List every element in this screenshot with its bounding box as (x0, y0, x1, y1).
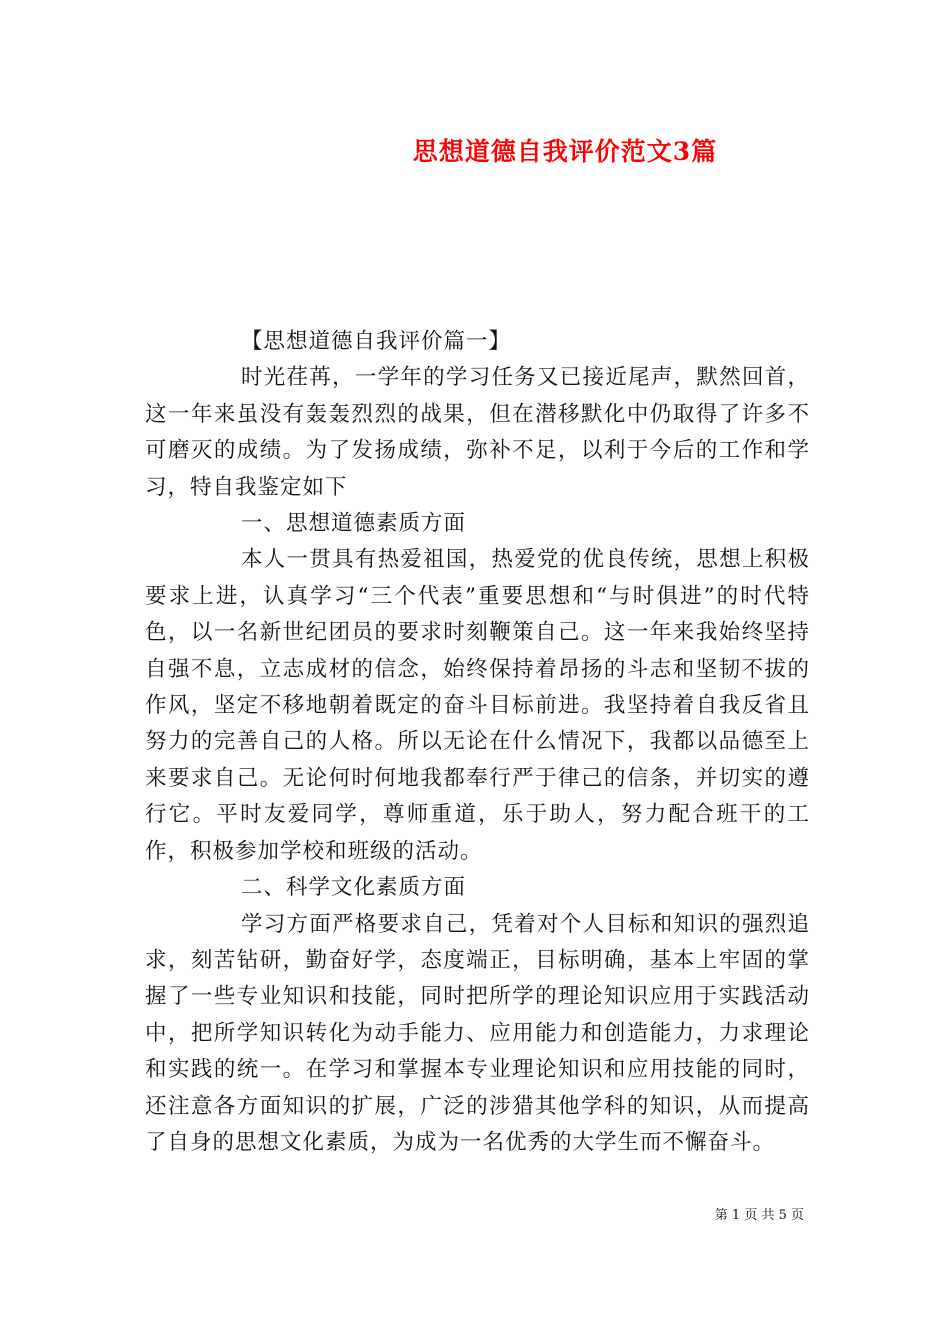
document-body (145, 324, 810, 1161)
section-title-moral: 一、思想道德素质方面 (241, 511, 467, 537)
section-title-culture: 二、科学文化素质方面 (241, 875, 467, 901)
page-number: 第 1 页 共 5 页 (714, 1208, 804, 1223)
section-heading: 【思想道德自我评价篇一】 (241, 329, 512, 354)
document-title: 思想道德自我评价范文3篇 (412, 137, 718, 166)
paragraph-moral: 本人一贯具有热爱祖国，热爱党的优良传统，思想上积极要求上进，认真学习“三个代表”重要思想和“与时俱进”的时代特色，以一名新世纪团员的要求时刻鞭策自己。这一年来我始终坚持自强不息，立志成材的信念，始终保持着昂扬的斗志和坚韧不拔的作风，坚定不移地朝着既定的奋斗目标前进。我坚持着自我反省且努力的完善自己的人格。所以无论在什么情况下，我都以品德至上来要求自己。无论何时何地我都奉行严于律己的信条，并切实的遵行它。平时友爱同学，尊师重道，乐于助人，努力配合班干的工作，积极参加学校和班级的活动。 (145, 547, 810, 864)
paragraph-intro: 时光荏苒，一学年的学习任务又已接近尾声，默然回首，这一年来虽没有轰轰烈烈的战果，但在潜移默化中仍取得了许多不可磨灭的成绩。为了发扬成绩，弥补不足，以利于今后的工作和学习，特自我鉴定如下 (145, 365, 810, 500)
paragraph-culture: 学习方面严格要求自己，凭着对个人目标和知识的强烈追求，刻苦钻研，勤奋好学，态度端正，目标明确，基本上牢固的掌握了一些专业知识和技能，同时把所学的理论知识应用于实践活动中，把所学知识转化为动手能力、应用能力和创造能力，力求理论和实践的统一。在学习和掌握本专业理论知识和应用技能的同时，还注意各方面知识的扩展，广泛的涉猎其他学科的知识，从而提高了自身的思想文化素质，为成为一名优秀的大学生而不懈奋斗。 (145, 911, 810, 1155)
